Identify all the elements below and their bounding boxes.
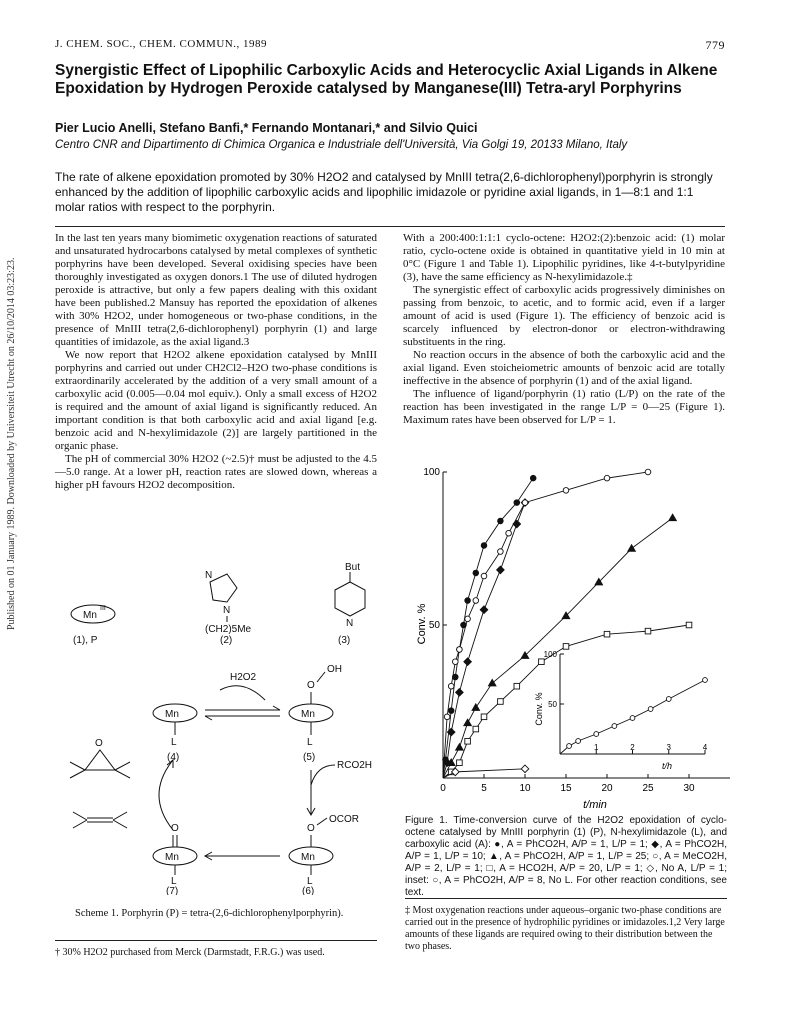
svg-text:N: N — [346, 618, 354, 629]
download-notice: Published on 01 January 1989. Downloaded by Universiteit Utrecht on 26/10/2014 03:23:23. — [6, 257, 17, 630]
compound-7-label: (7) — [166, 886, 179, 895]
svg-text:Mn: Mn — [301, 852, 315, 863]
paragraph: No reaction occurs in the absence of both the carboxylic acid and the axial ligand. Even stoicheiometric amounts of benzoic acid are totally ineffective in the absence of porphyrin (1) and of the axial ligand. — [403, 349, 725, 387]
mn-label: Mn — [83, 610, 97, 621]
svg-text:L: L — [171, 876, 177, 887]
series-curve — [443, 518, 673, 778]
svg-text:L: L — [307, 737, 313, 748]
y-tick-label: 50 — [428, 620, 440, 631]
svg-text:N: N — [223, 605, 231, 616]
right-column — [403, 232, 725, 427]
svg-text:O: O — [171, 823, 179, 834]
data-point — [465, 616, 471, 622]
x-tick-label: 10 — [519, 783, 531, 794]
data-point — [448, 708, 454, 714]
x-axis-label: t/h — [661, 761, 673, 771]
data-point — [473, 726, 479, 732]
x-tick-label: 0 — [440, 783, 446, 794]
data-point — [498, 699, 504, 705]
y-axis-label: Conv. % — [534, 692, 544, 726]
paragraph: We now report that H2O2 alkene epoxidation catalysed by MnIII porphyrins and carried out under CH2Cl2–H2O two-phase conditions is extraordinarily accelerated by the addition of a very small amount of a carboxylic acid (0.005—0.04 mol equiv.). Only a small excess of H2O2 is required and the amount of axial ligand is significantly reduced. An important condition is that both carboxylic acid and axial ligand [e.g. benzoic acid and N-hexylimidazole (2)] are largely partitioned in the organic phase. — [55, 349, 377, 452]
svg-text:Mn: Mn — [301, 709, 315, 720]
h2o2-label: H2O2 — [230, 672, 257, 683]
x-tick-label: 3 — [666, 743, 671, 752]
inset-axes — [534, 650, 708, 771]
rco2h-label: RCO2H — [337, 760, 373, 771]
footnote-dagger: † 30% H2O2 purchased from Merck (Darmstadt, F.R.G.) was used. — [55, 947, 325, 958]
compound-5-label: (5) — [303, 752, 316, 763]
data-point — [563, 488, 569, 494]
svg-text:L: L — [171, 737, 177, 748]
abstract-divider — [55, 226, 725, 227]
data-point — [465, 738, 471, 744]
compound-2-label: (2) — [220, 635, 233, 646]
data-point — [464, 719, 472, 726]
svg-text:O: O — [307, 823, 315, 834]
paragraph: In the last ten years many biomimetic oxygenation reactions of saturated and unsaturated hydrocarbons catalysed by metal complexes of synthetic porphyrins have been developed. Several oxidising species have been thoroughly investigated as oxygen donors.1 The use of diluted hydrogen peroxide is attractive, but only a few papers dealing with this oxidant have been published.2 Mansuy has reported the epoxidation of alkenes with 30% H2O2, under homogeneous or two-phase conditions, in the presence of MnIII tetra(2,6-dichlorophenyl) porphyrin (1) and large quantities of imidazole, as the axial ligand.3 — [55, 232, 377, 348]
data-point — [686, 622, 692, 628]
data-point — [480, 606, 488, 614]
x-tick-label: 20 — [601, 783, 613, 794]
svg-text:Mn: Mn — [165, 709, 179, 720]
data-point — [514, 500, 520, 506]
figure-caption: Figure 1. Time-conversion curve of the H2O2 epoxidation of cyclo-octene catalysed by MnIII porphyrin (1) (P), N-hexylimidazole (L), and carboxylic acid (A): ●, A = PhCO2H, A/P = 1, L/P = 1; ◆, A = PhCO2H, A/P = 1, L/P = 10; ▲, A = PhCO2H, A/P = 1, L/P = 25; ○, A = MeCO2H, A/P = 2, L/P = 1; □, A = HCO2H, A/P = 20, L/P = 1; ◇, No A, L/P = 1; inset: ○, A = PhCO2H, A/P = 8, No L. For other reaction conditions, see text. — [405, 815, 727, 898]
x-tick-label: 1 — [594, 743, 599, 752]
x-tick-label: 2 — [630, 743, 635, 752]
data-point — [576, 739, 581, 744]
data-point — [604, 631, 610, 637]
data-point — [457, 647, 463, 653]
data-point — [513, 520, 521, 528]
data-point — [563, 644, 569, 650]
x-tick-label: 15 — [560, 783, 572, 794]
data-point — [498, 518, 504, 524]
svg-text:L: L — [307, 876, 313, 887]
data-point — [604, 475, 610, 481]
compound-6-label: (6) — [302, 886, 315, 895]
data-point — [497, 566, 505, 574]
data-point — [648, 707, 653, 712]
data-point — [453, 659, 459, 665]
footnote-divider-right — [405, 898, 727, 899]
y-tick-label: 50 — [548, 700, 557, 709]
data-point — [506, 530, 512, 536]
data-point — [473, 598, 479, 604]
data-point — [481, 543, 487, 549]
data-point — [666, 697, 671, 702]
article-title: Synergistic Effect of Lipophilic Carboxylic Acids and Heterocyclic Axial Ligands in Alkene Epoxidation by Hydrogen Peroxide catalysed by Manganese(III) Tetra-aryl Porphyrins — [55, 62, 718, 97]
data-point — [481, 714, 487, 720]
compound-1-label: (1), P — [73, 635, 98, 646]
footnote-double-dagger: ‡ Most oxygenation reactions under aqueous–organic two-phase conditions are carried out in the presence of hydrophilic pyridines or imidazoles.1,2 Very large amounts of these ligands are required owing to their distribution between the two phases. — [405, 905, 725, 952]
data-point — [514, 683, 520, 689]
data-point — [612, 724, 617, 729]
svg-text:Mn: Mn — [165, 852, 179, 863]
data-point — [567, 744, 572, 749]
journal-name: J. CHEM. SOC., CHEM. COMMUN., 1989 — [55, 38, 267, 50]
data-point — [594, 732, 599, 737]
paragraph: With a 200:400:1:1:1 cyclo-octene: H2O2:(2):benzoic acid: (1) molar ratio, cyclo-octene oxide is obtained in quantitative yield in 10 min at 0°C (Figure 1 and Table 1). Lipophilic pyridines, like 4-t-butylpyridine (3), have the same efficiency as N-hexylimidazole.‡ — [403, 232, 725, 283]
data-point — [448, 683, 454, 689]
svg-text:OCOR: OCOR — [329, 814, 359, 825]
x-tick-label: 25 — [642, 783, 654, 794]
page-number: 779 — [705, 38, 725, 52]
x-axis-label: t/min — [583, 799, 607, 811]
data-point — [498, 549, 504, 555]
paragraph: The synergistic effect of carboxylic acids progressively diminishes on passing from benzoic, to acetic, and to formic acid, even if a larger amount of acid is used (Figure 1). The efficiency of benzoic acid is scarcely influenced by electron-donor or electron-withdrawing substituents in the ring. — [403, 284, 725, 348]
data-point — [645, 469, 651, 475]
data-point — [444, 714, 450, 720]
svg-text:N: N — [205, 570, 213, 581]
svg-text:But: But — [345, 562, 361, 573]
x-tick-label: 4 — [702, 743, 708, 752]
main-axes — [416, 467, 730, 811]
scheme-caption: Scheme 1. Porphyrin (P) = tetra-(2,6-dichlorophenylporphyrin). — [75, 908, 344, 919]
author-list: Pier Lucio Anelli, Stefano Banfi,* Fernando Montanari,* and Silvio Quici — [55, 121, 478, 135]
compound-4-label: (4) — [167, 752, 180, 763]
y-tick-label: 100 — [423, 467, 440, 478]
data-point — [465, 598, 471, 604]
data-point — [464, 658, 472, 666]
affiliation: Centro CNR and Dipartimento di Chimica Organica e Industriale dell'Università, Via Golgi 19, 20133 Milano, Italy — [55, 139, 628, 151]
compound-3-label: (3) — [338, 635, 351, 646]
paragraph: The pH of commercial 30% H2O2 (~2.5)† must be adjusted to the 4.5—5.0 range. At a lower pH, reaction rates are slowed down, whereas a higher pH favours H2O2 decomposition. — [55, 453, 377, 491]
svg-text:O: O — [95, 738, 103, 749]
footnote-divider — [55, 940, 377, 941]
svg-text:OH: OH — [327, 664, 342, 675]
data-point — [628, 545, 636, 552]
data-point — [473, 570, 479, 576]
svg-text:O: O — [307, 680, 315, 691]
data-point — [521, 765, 529, 773]
left-column — [55, 232, 377, 492]
data-point — [481, 573, 487, 579]
paragraph: The influence of ligand/porphyrin (1) ratio (L/P) on the rate of the reaction has been investigated in the range L/P = 0—25 (Figure 1). Maximum rates have been observed for L/P = 1. — [403, 388, 725, 426]
hexyl-label: (CH2)5Me — [205, 624, 252, 635]
data-point — [472, 704, 480, 711]
data-point — [645, 628, 651, 634]
x-tick-label: 5 — [481, 783, 487, 794]
abstract: The rate of alkene epoxidation promoted by 30% H2O2 and catalysed by MnIII tetra(2,6-dichlorophenyl)porphyrin is strongly enhanced by the addition of lipophilic carboxylic acids and lipophilic imidazole or pyridine axial ligands, in 1—8:1 and 1:1 molar ratios with respect to the porphyrin. — [55, 170, 713, 214]
data-point — [530, 475, 536, 481]
scheme-1-drawing — [55, 560, 385, 895]
data-point — [456, 744, 464, 751]
data-point — [539, 659, 545, 665]
y-tick-label: 100 — [543, 650, 557, 659]
data-point — [703, 678, 708, 683]
svg-text:III: III — [100, 605, 106, 612]
data-point — [669, 514, 677, 521]
data-point — [457, 760, 463, 766]
y-axis-label: Conv. % — [416, 603, 428, 645]
figure-1-chart — [405, 464, 730, 812]
x-tick-label: 30 — [683, 783, 695, 794]
main-series-marks — [443, 469, 692, 778]
data-point — [456, 689, 464, 697]
data-point — [522, 500, 528, 506]
data-point — [630, 716, 635, 721]
